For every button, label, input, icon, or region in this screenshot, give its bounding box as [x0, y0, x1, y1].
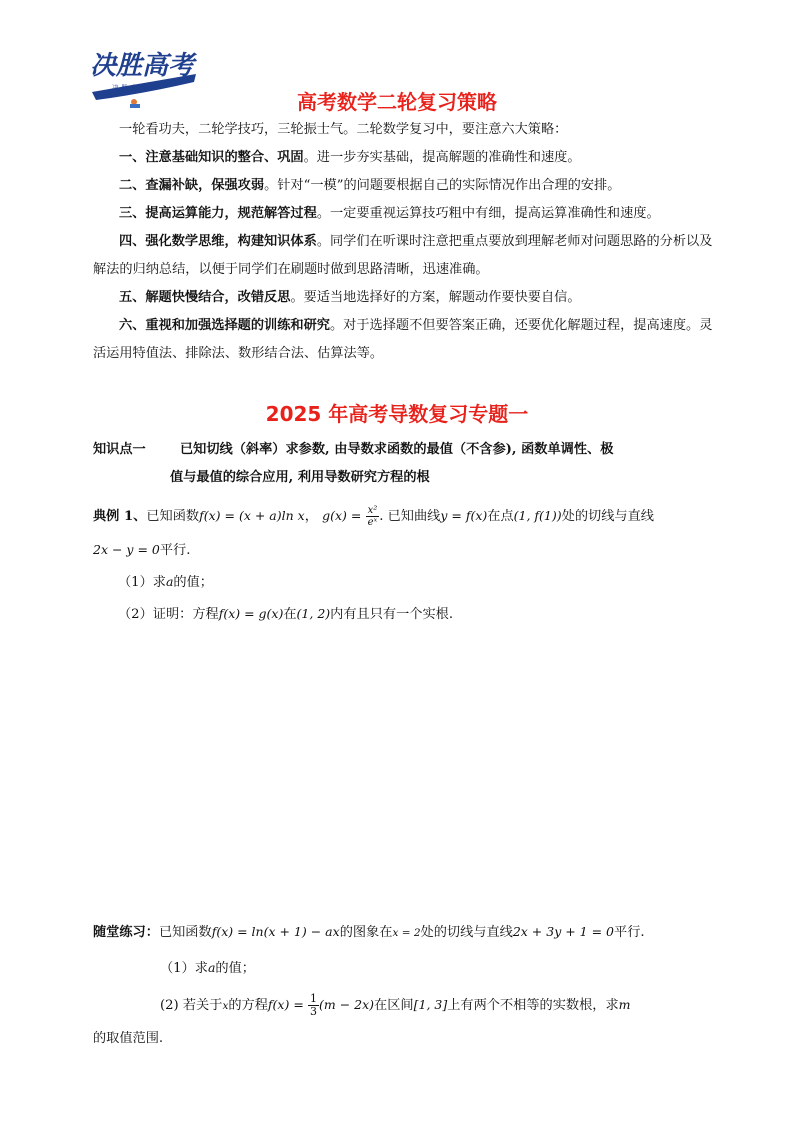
- strategy-item-1-text: 。进一步夯实基础，提高解题的准确性和速度。: [303, 150, 581, 165]
- example-q2-eq: f(x) = g(x): [218, 606, 284, 621]
- strategy-item-3: [93, 200, 715, 228]
- practice-line-1: [93, 920, 645, 945]
- strategy-title: 高考数学二轮复习策略: [297, 90, 497, 114]
- practice-q2-rest: (m − 2x): [319, 997, 375, 1012]
- practice-line-eq: 2x + 3y + 1 = 0: [512, 924, 615, 939]
- example-text-4: 处的切线与直线: [561, 509, 654, 524]
- strategy-item-4: [93, 228, 715, 284]
- strategy-item-2: [93, 172, 715, 200]
- practice-q2-d: 上有两个不相等的实数根，求: [447, 998, 619, 1013]
- example-curve: y = f(x): [440, 508, 488, 523]
- practice-q2-f: f(x) =: [267, 997, 304, 1012]
- kp-line-2: 值与最值的综合应用, 利用导数研究方程的根: [170, 470, 430, 485]
- example-q2-c: 内有且只有一个实根.: [330, 607, 454, 622]
- practice-q2-x: x: [222, 1000, 229, 1012]
- example-text-5: 平行.: [159, 543, 191, 558]
- practice-q1-a: （1）求: [160, 961, 208, 976]
- example-sep: ，: [304, 509, 318, 524]
- strategy-item-1: [93, 144, 715, 172]
- strategy-item-1-heading: 一、注意基础知识的整合、巩固: [119, 150, 304, 165]
- practice-label: 随堂练习：: [93, 925, 159, 940]
- strategy-intro: [93, 116, 715, 144]
- strategy-item-2-heading: 二、查漏补缺，保强攻弱: [119, 178, 265, 193]
- practice-q1: [160, 956, 255, 981]
- example-f-formula: f(x) = (x + a)ln x: [199, 508, 305, 523]
- example-point: (1, f(1)): [513, 508, 562, 523]
- example-q1-a: （1）求: [118, 575, 166, 590]
- example-g-fraction: [366, 505, 380, 528]
- practice-fraction: [308, 993, 319, 1018]
- strategy-intro-text: 一轮看功夫，二轮学技巧，三轮振士气。二轮数学复习中，要注意六大策略：: [119, 122, 568, 137]
- logo-text: 决胜高考: [90, 51, 195, 81]
- example-line-eq: 2x − y = 0: [93, 542, 160, 557]
- practice-q2-interval: [1, 3]: [413, 997, 448, 1012]
- practice-text-1: 已知函数: [158, 925, 212, 940]
- practice-q1-var: a: [207, 960, 216, 975]
- strategy-item-4-heading: 四、强化数学思维，构建知识体系: [119, 234, 317, 249]
- practice-q2-e: 的取值范围.: [93, 1031, 164, 1046]
- practice-fraction-denominator: 3: [310, 1005, 318, 1018]
- practice-q2-line-2: [93, 1027, 163, 1051]
- example-q1: [118, 570, 213, 595]
- practice-text-2: 的图象在: [339, 925, 393, 940]
- practice-q2: [160, 993, 631, 1018]
- example-g-numerator: x²: [367, 505, 378, 516]
- strategy-item-5-text: 。要适当地选择好的方案，解题动作要快要自信。: [290, 290, 581, 305]
- strategy-item-6: [93, 312, 715, 368]
- practice-f-formula: f(x) = ln(x + 1) − ax: [211, 924, 340, 939]
- practice-q1-b: 的值；: [215, 961, 255, 976]
- example-q2-interval: (1, 2): [296, 606, 331, 621]
- example-q2-a: （2）证明：方程: [118, 607, 219, 622]
- example-q2: [118, 602, 453, 627]
- example-text-1: 已知函数: [146, 509, 200, 524]
- topic-title: 2025 年高考导数复习专题一: [265, 402, 529, 426]
- strategy-item-5-heading: 五、解题快慢结合，改错反思: [119, 290, 291, 305]
- strategy-item-3-heading: 三、提高运算能力，规范解答过程: [119, 206, 317, 221]
- example-g-denominator: eˣ: [367, 517, 378, 528]
- example-1-line-2: [93, 538, 190, 563]
- example-1-line-1: [93, 504, 654, 529]
- example-label: 典例 1、: [93, 509, 147, 524]
- example-q1-var: a: [165, 574, 174, 589]
- practice-fraction-numerator: 1: [310, 992, 318, 1005]
- practice-q2-b: 的方程: [228, 998, 268, 1013]
- strategy-item-4-text: 。同学们在听课时注意把重点要放到理解老师对问题思路的分析以及解法的归纳总结，以便于同学们在刷题时做到思路清晰，迅速准确。: [93, 234, 713, 277]
- practice-q2-m: m: [618, 997, 631, 1012]
- example-g-lhs: g(x) =: [322, 508, 362, 523]
- practice-text-3: 处的切线与直线: [420, 925, 513, 940]
- example-text-2: . 已知曲线: [379, 509, 441, 524]
- logo-subtext: 决 胜 高 考: [112, 84, 147, 92]
- example-q1-b: 的值；: [173, 575, 213, 590]
- strategy-item-6-heading: 六、重视和加强选择题的训练和研究: [119, 318, 330, 333]
- practice-q2-c: 在区间: [374, 998, 414, 1013]
- strategy-item-5: [93, 284, 715, 312]
- strategy-item-2-text: 。针对“一模”的问题要根据自己的实际情况作出合理的安排。: [264, 178, 621, 193]
- kp-label: 知识点一: [93, 442, 146, 457]
- kp-line-1: 已知切线（斜率）求参数, 由导数求函数的最值（不含参), 函数单调性、极: [180, 442, 614, 457]
- practice-q2-a: (2) 若关于: [160, 998, 223, 1013]
- example-q2-b: 在: [283, 607, 297, 622]
- example-text-3: 在点: [487, 509, 514, 524]
- practice-x-value: x = 2: [392, 927, 421, 939]
- strategy-item-3-text: 。一定要重视运算技巧粗中有细，提高运算准确性和速度。: [316, 206, 660, 221]
- strategy-item-6-text: 。对于选择题不但要答案正确，还要优化解题过程，提高速度。灵活运用特值法、排除法、数形结合法、估算法等。: [93, 318, 713, 361]
- practice-text-4: 平行.: [614, 925, 645, 940]
